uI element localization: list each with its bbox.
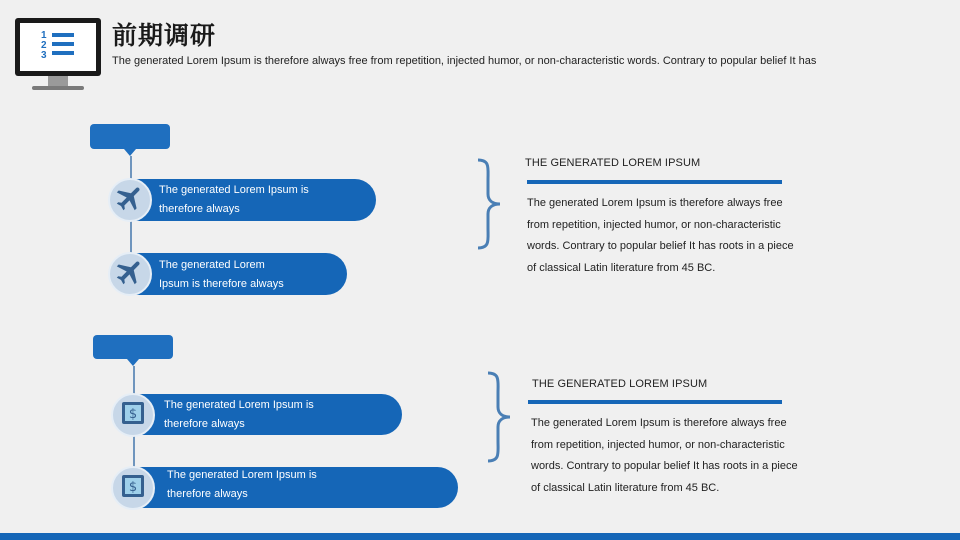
group-1-heading: THE GENERATED LOREM IPSUM [525,157,701,169]
group-2-item-1-circle [111,393,155,437]
group-2-item-2-circle [111,466,155,510]
monitor-list-icon [14,17,102,93]
group-1-paragraph [527,193,837,279]
airplane-icon [114,182,146,219]
paragraph-line: The generated Lorem Ipsum is therefore always free [531,417,787,429]
page-title: 前期调研 [112,21,217,50]
group-2-brace [484,371,514,468]
item-text-line: The generated Lorem [159,259,265,271]
logo-digit: 2 [41,40,47,51]
page-subtitle: The generated Lorem Ipsum is therefore always free from repetition, injected humor, or non-characteristic words. Contrary to popular belief It has [112,55,817,67]
group-1-underline [527,180,782,184]
svg-text:$: $ [128,406,138,422]
item-text-line: therefore always [159,203,240,215]
item-text-line: The generated Lorem Ipsum is [159,184,309,196]
airplane-icon [114,256,146,293]
footer-bar [0,533,960,540]
logo-digit: 3 [41,50,47,61]
group-2-paragraph [531,413,841,499]
paragraph-line: of classical Latin literature from 45 BC. [531,481,720,494]
paragraph-line: The generated Lorem Ipsum is therefore always free [527,197,783,209]
paragraph-line: from repetition, injected humor, or non-characteristic [527,218,781,231]
paragraph-line: of classical Latin literature from 45 BC. [527,261,716,274]
group-1-item-2-text [159,256,284,294]
item-text-line: The generated Lorem Ipsum is [164,399,314,411]
paragraph-line: words. Contrary to popular belief It has roots in a piece [531,460,798,472]
group-1-tag [90,124,170,149]
paragraph-line: from repetition, injected humor, or non-characteristic [531,438,785,451]
svg-text:$: $ [128,479,138,495]
group-2-item-1-text [164,396,314,434]
dollar-icon [120,400,146,431]
item-text-line: Ipsum is therefore always [159,278,284,290]
group-1-item-1-text [159,181,309,219]
group-1-item-2-circle [108,252,152,296]
item-text-line: therefore always [167,488,248,500]
group-2-tag [93,335,173,359]
group-2-underline [528,400,782,404]
group-2-item-2-text [167,466,317,504]
group-1-item-1-circle [108,178,152,222]
paragraph-line: words. Contrary to popular belief It has roots in a piece [527,240,794,252]
group-1-brace [474,158,504,255]
item-text-line: The generated Lorem Ipsum is [167,469,317,481]
logo-digit: 1 [41,30,47,41]
group-2-heading: THE GENERATED LOREM IPSUM [532,378,708,390]
dollar-icon [120,473,146,504]
item-text-line: therefore always [164,418,245,430]
